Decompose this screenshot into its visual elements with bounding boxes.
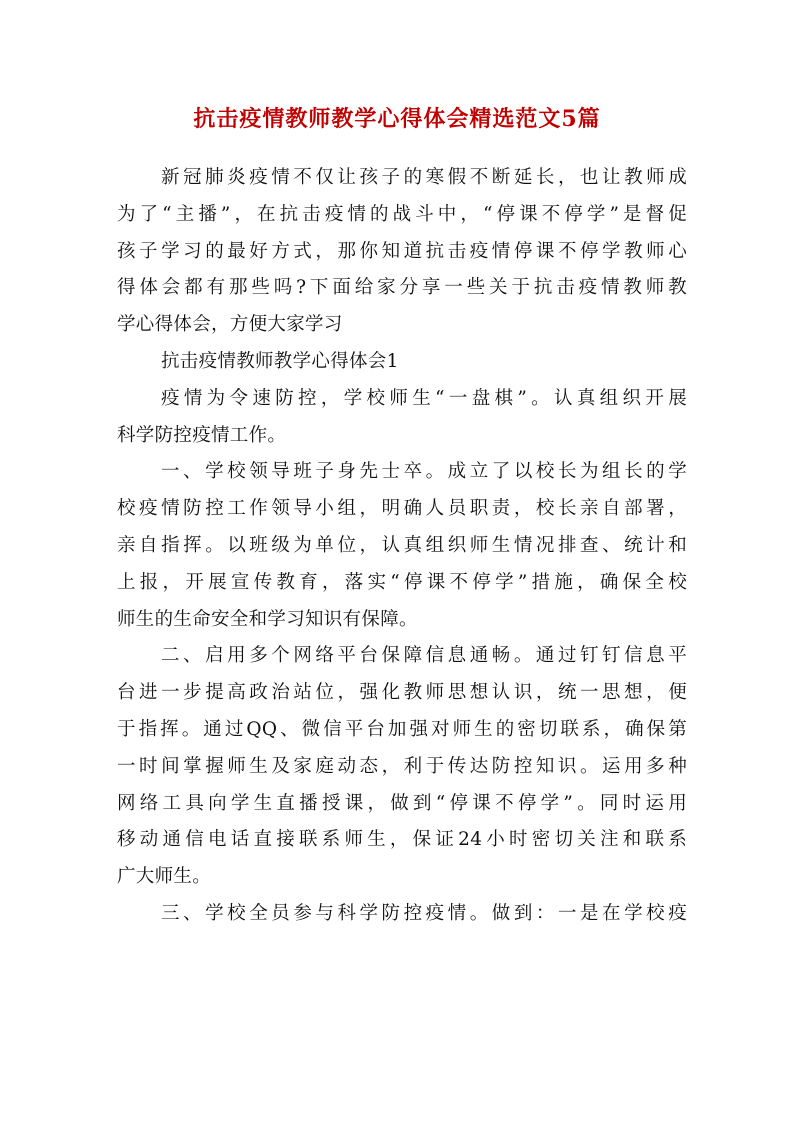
text-line: 为了“主播”，在抗击疫情的战斗中，“停课不停学”是督促 [117,203,687,225]
text-line: 学心得体会，方便大家学习 [117,314,343,336]
document-body [117,160,687,933]
text-line: 疫情为令速防控，学校师生“一盘棋”。认真组织开展 [161,387,687,409]
text-line: 得体会都有那些吗?下面给家分享一些关于抗击疫情教师教 [117,277,687,299]
text-line: 于指挥。通过QQ、微信平台加强对师生的密切联系，确保第 [117,718,687,740]
text-line: 新冠肺炎疫情不仅让孩子的寒假不断延长，也让教师成 [161,167,687,188]
text-line: 校疫情防控工作领导小组，明确人员职责，校长亲自部署， [117,498,687,520]
text-line: 师生的生命安全和学习知识有保障。 [117,608,418,630]
text-line: 抗击疫情教师教学心得体会1 [161,350,399,372]
text-line: 科学防控疫情工作。 [117,424,287,446]
text-line: 三、学校全员参与科学防控疫情。做到：一是在学校疫 [161,902,687,924]
text-line: 二、启用多个网络平台保障信息通畅。通过钉钉信息平 [161,645,687,667]
text-line: 亲自指挥。以班级为单位，认真组织师生情况排查、统计和 [117,534,687,556]
text-line: 一时间掌握师生及家庭动态，利于传达防控知识。运用多种 [117,755,687,777]
text-line: 上报，开展宣传教育，落实“停课不停学”措施，确保全校 [117,571,687,593]
text-line: 移动通信电话直接联系师生，保证24小时密切关注和联系 [117,829,687,851]
text-line: 台进一步提高政治站位，强化教师思想认识，统一思想，便 [117,682,687,704]
page-title: 抗击疫情教师教学心得体会精选范文5篇 [193,106,601,132]
text-line: 网络工具向学生直播授课，做到“停课不停学”。同时运用 [117,792,687,814]
text-line: 孩子学习的最好方式，那你知道抗击疫情停课不停学教师心 [117,240,687,262]
text-line: 广大师生。 [117,866,212,888]
text-line: 一、学校领导班子身先士卒。成立了以校长为组长的学 [161,461,687,483]
